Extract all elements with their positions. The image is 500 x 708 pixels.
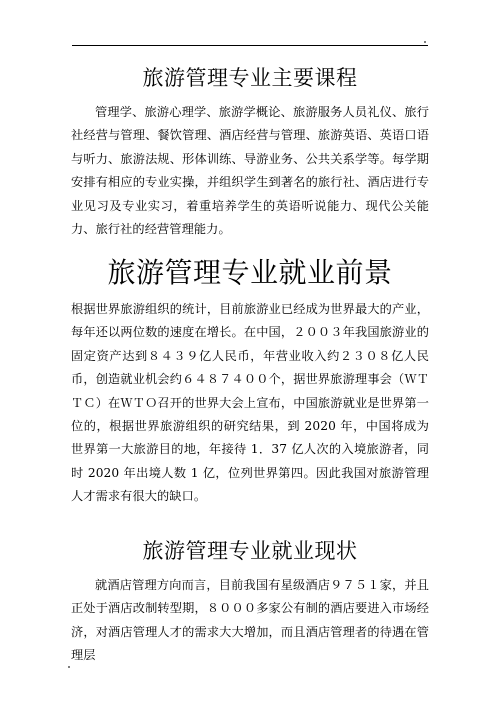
section-body-main-courses: 管理学、旅游心理学、旅游学概论、旅游服务人员礼仪、旅行社经营与管理、餐饮管理、酒店经营与管理、旅游英语、英语口语与听力、旅游法规、形体训练、导游业务、公共关系学等。每学期安排有相应的专业实操，并组织学生到著名的旅行社、酒店进行专业见习及专业实习，着重培养学生的英语听说能力、现代公关能力、旅行社的经营管理能力。 — [71, 105, 429, 237]
section-body-employment-status: 就酒店管理方向而言，目前我国有星级酒店９７５１家，并且正处于酒店改制转型期，８０００多家公有制的酒店要进入市场经济，对酒店管理人才的需求大大增加，而且酒店管理者的待遇在管理层 — [71, 578, 429, 663]
header-rule — [72, 45, 428, 46]
section-title-employment-prospects: 旅游管理专业就业前景 — [107, 256, 393, 289]
corner-mark-top-right — [424, 41, 426, 43]
section-title-main-courses: 旅游管理专业主要课程 — [142, 66, 358, 90]
section-title-employment-status: 旅游管理专业就业现状 — [142, 539, 358, 563]
section-body-employment-prospects: 根据世界旅游组织的统计，目前旅游业已经成为世界最大的产业，每年还以两位数的速度在增长。在中国，２００３年我国旅游业的固定资产达到８４３９亿人民币，年营业收入约２３０８亿人民币，创造就业机会约６４８７４００个，据世界旅游理事会（ＷＴＴＣ）在ＷＴＯ召开的世界大会上宣布，中国旅游就业是世界第一位的，根据世界旅游组织的研究结果，到 2020 年，中国将成为世界第一大旅游目的地，年接待 1．37 亿人次的入境旅游者，同时 2020 年出境人数 1 亿，位列世界第四。因此我国对旅游管理人才需求有很大的缺口。 — [71, 302, 429, 504]
corner-mark-bottom-left — [68, 666, 70, 668]
